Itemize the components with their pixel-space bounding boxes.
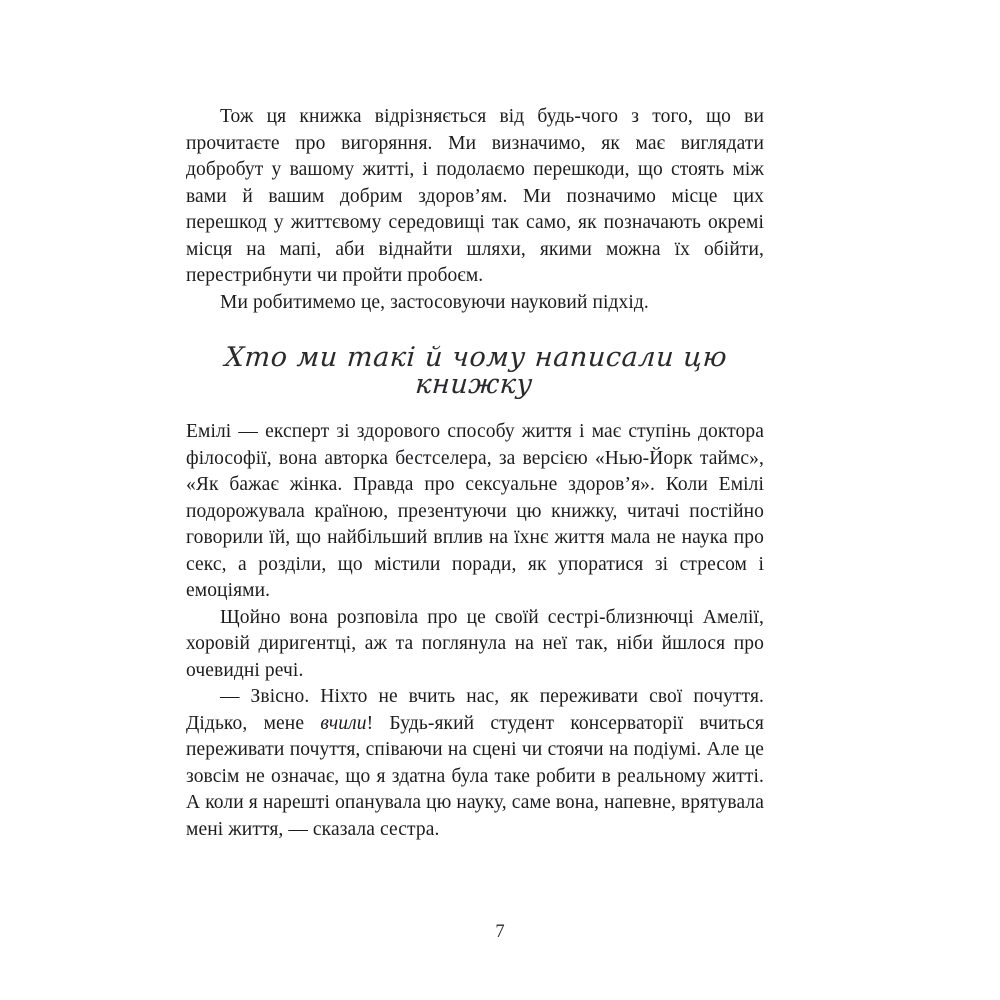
page-number: 7 xyxy=(495,922,505,942)
section-heading: Хто ми такі й чому написали цю книжку xyxy=(223,342,729,400)
intro-paragraph-1: Тож ця книжка відрізняється від будь-чого з того, що ви прочитаєте про вигоряння. Ми визначимо, як має виглядати добробут у вашому житті, і подолаємо перешкоди, що стоять між вами й вашим добрим здоров’ям. Ми позначимо місце цих перешкод у життєвому середовищі так само, як позначають окремі місця на мапі, аби віднайти шляхи, якими можна їх обійти, перестрибнути чи пройти пробоєм. xyxy=(186,106,764,286)
dialogue-text-before: — Звісно. Ніхто не вчить нас, як переживати свої почуття. Дідько, мене xyxy=(186,686,764,734)
dialogue-paragraph xyxy=(186,684,764,843)
dialogue-text-italic: вчили xyxy=(320,712,367,734)
section-paragraph-2: Щойно вона розповіла про це своїй сестрі-близнючці Амелії, хоровій диригентці, аж та поглянула на неї так, ніби йшлося про очевидні речі. xyxy=(186,606,764,681)
text-block xyxy=(186,0,764,843)
intro-paragraph-2: Ми робитимемо це, застосовуючи науковий підхід. xyxy=(220,291,649,313)
dialogue-text-after: ! Будь-який студент консерваторії вчиться переживати почуття, співаючи на сцені чи стоячи на подіумі. Але це зовсім не означає, що я здатна була таке робити в реальному житті. А коли я нарешті опанувала цю науку, саме вона, напевне, врятувала мені життя, — сказала сестра. xyxy=(186,712,764,840)
book-page xyxy=(186,0,764,1000)
section-paragraph-1: Емілі — експерт зі здорового способу життя і має ступінь доктора філософії, вона авторка бестселера, за версією «Нью-Йорк таймс», «Як бажає жінка. Правда про сексуальне здоров’я». Коли Емілі подорожувала країною, презентуючи цю книжку, читачі постійно говорили їй, що найбільший вплив на їхнє життя мала не наука про секс, а розділи, що містили поради, як упоратися зі стресом і емоціями. xyxy=(186,421,764,601)
